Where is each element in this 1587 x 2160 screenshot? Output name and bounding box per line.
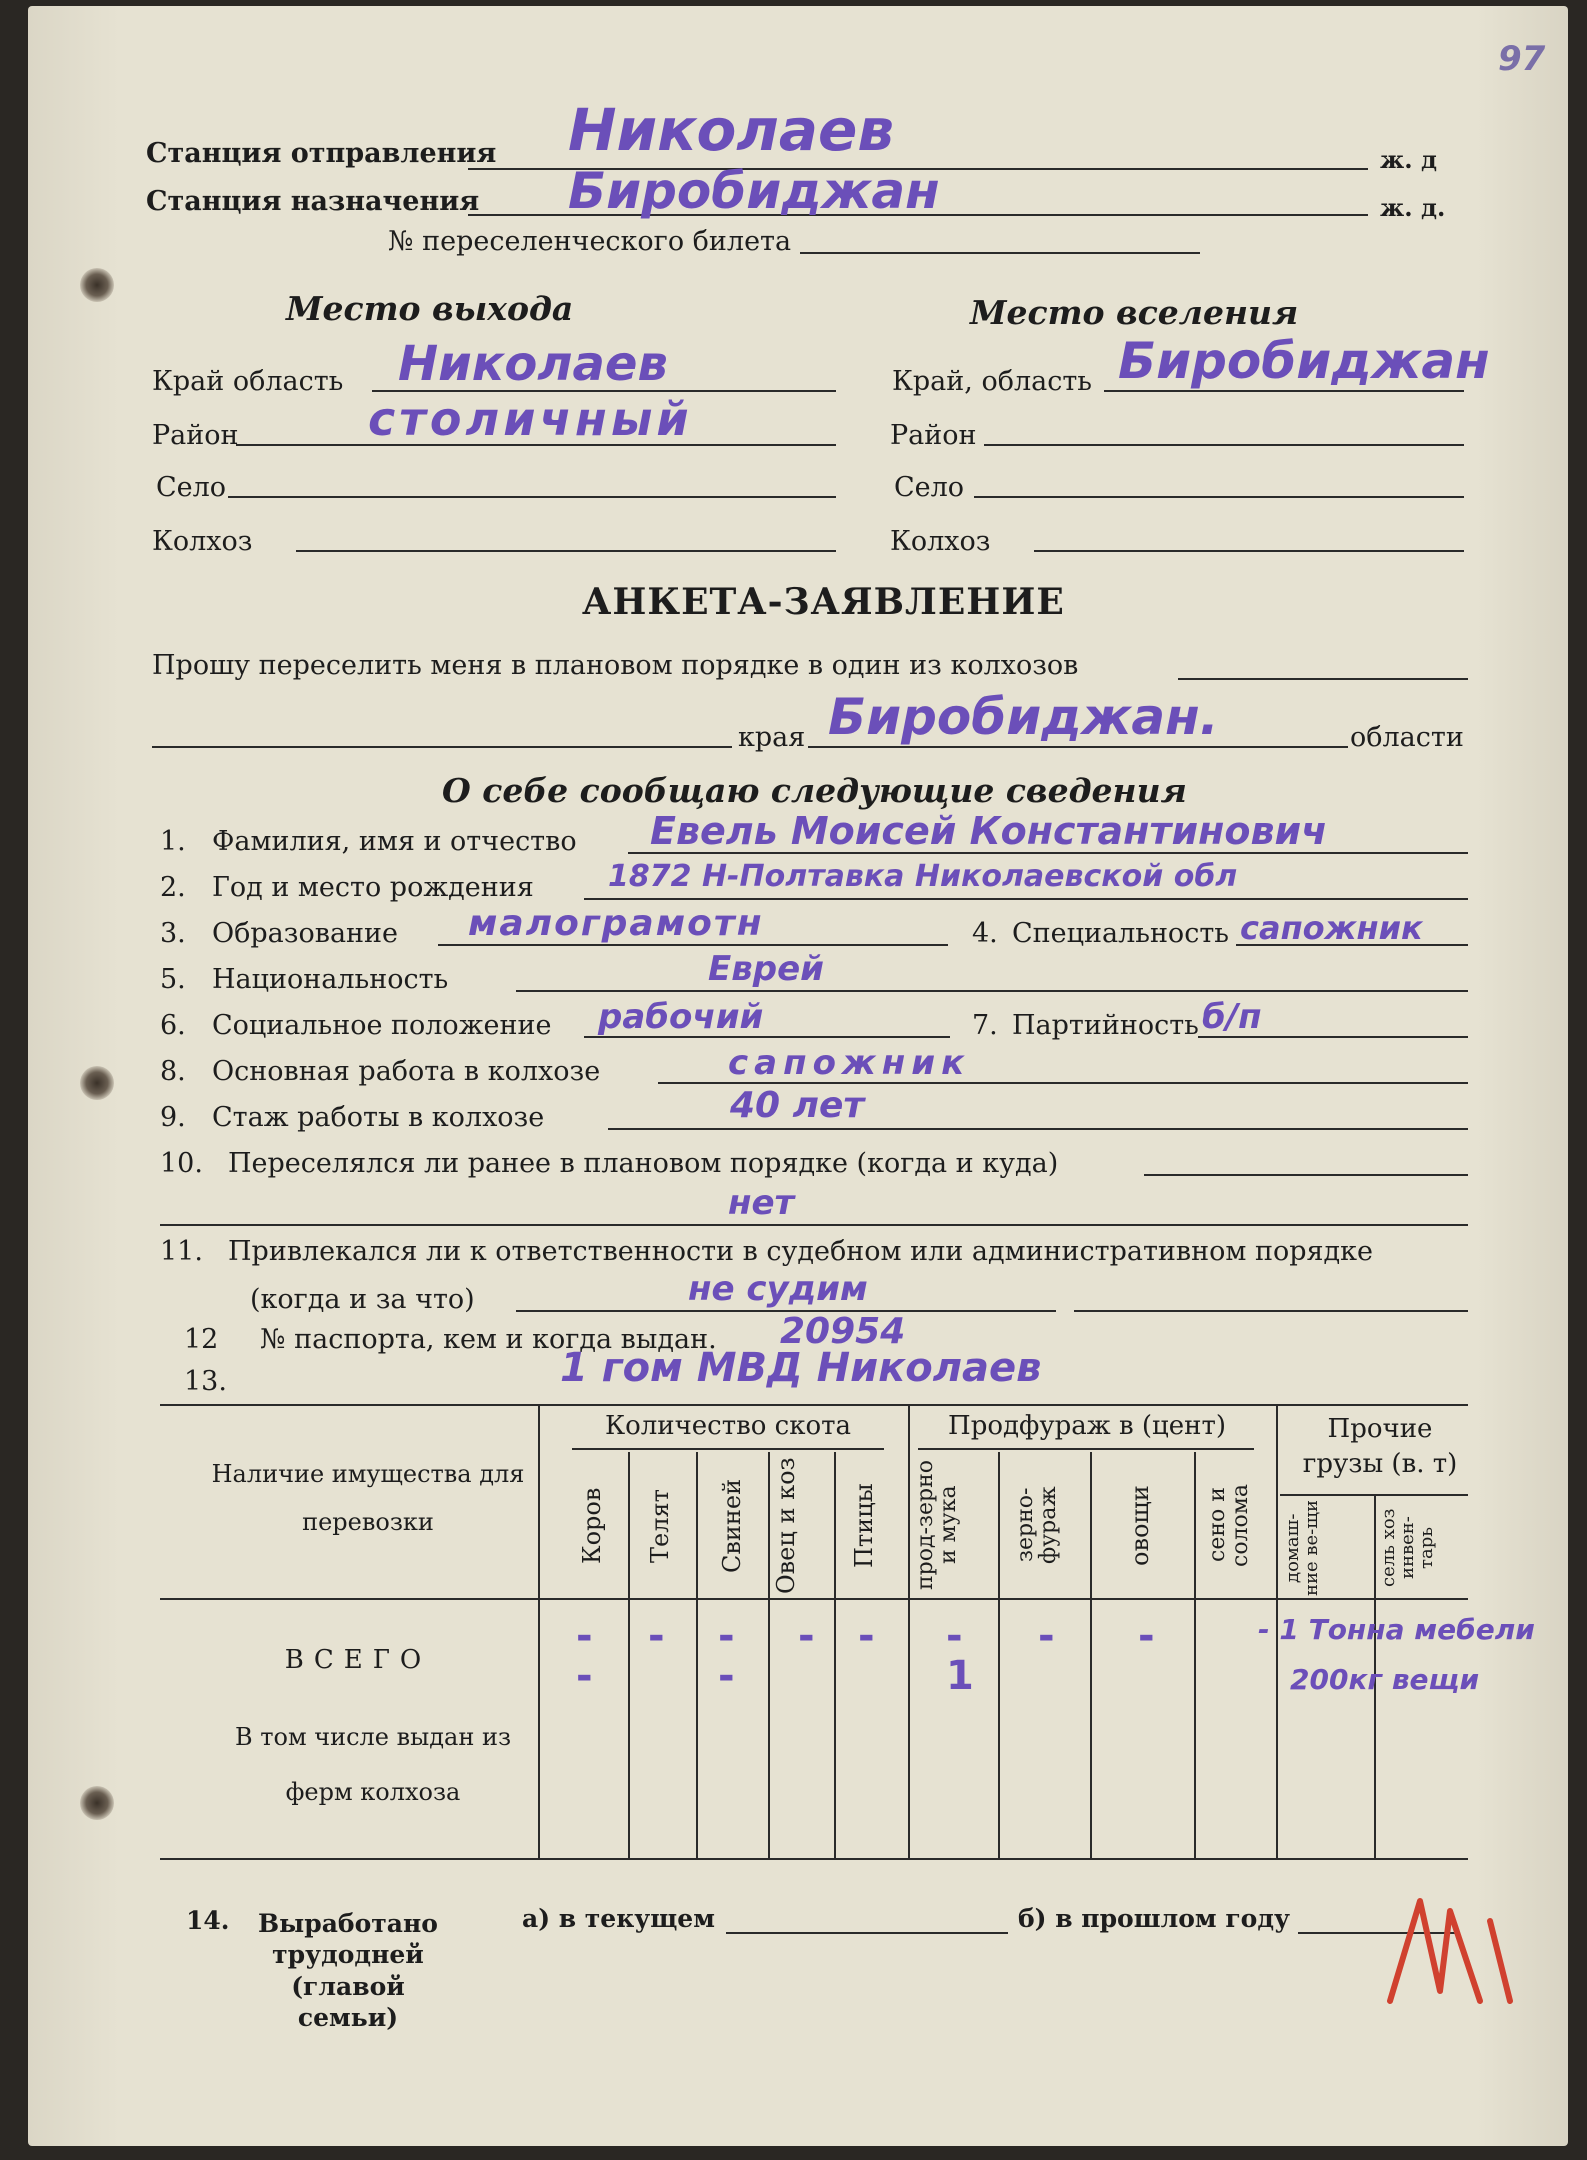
table-divider	[538, 1404, 540, 1858]
cell-dash: - -	[718, 1613, 735, 1699]
item-5-line	[516, 990, 1468, 992]
item-9-label: Стаж работы в колхозе	[212, 1102, 545, 1133]
cell-dash: -	[648, 1613, 665, 1659]
item-6-value: рабочий	[598, 997, 764, 1037]
destination-label: Станция назначения	[146, 186, 480, 217]
table-livestock-rule	[572, 1448, 884, 1450]
table-divider	[998, 1452, 1000, 1858]
item-2-line	[584, 898, 1468, 900]
item-7-num: 7.	[972, 1010, 998, 1041]
table-col-cows: Коров	[578, 1487, 606, 1565]
item-12-num: 12	[184, 1324, 219, 1355]
table-divider	[1194, 1452, 1196, 1858]
table-group-livestock: Количество скота	[604, 1411, 852, 1441]
departure-value: Николаев	[568, 96, 895, 164]
item-4-value: сапожник	[1240, 909, 1423, 947]
item-1-num: 1.	[160, 826, 186, 857]
origin-district-label: Район	[152, 420, 239, 451]
cell-dash: -	[798, 1613, 815, 1659]
table-divider	[768, 1452, 770, 1858]
ticket-line	[800, 252, 1200, 254]
item-5-value: Еврей	[708, 949, 824, 989]
red-pencil-mark	[1380, 1891, 1530, 2011]
item-13-num: 13.	[184, 1366, 227, 1397]
table-divider	[908, 1404, 910, 1858]
settlement-district-label: Район	[890, 420, 977, 451]
item-10-label: Переселялся ли ранее в плановом порядке (когда и куда)	[228, 1148, 1059, 1179]
item-7-label: Партийность	[1012, 1010, 1199, 1041]
item-12-value: 20954	[780, 1311, 906, 1352]
table-col-sheep: Овец и коз	[772, 1457, 800, 1595]
footer-label: Выработано трудодней (главой семьи)	[258, 1909, 438, 2032]
ticket-label: № переселенческого билета	[388, 226, 792, 257]
table-divider	[628, 1452, 630, 1858]
punch-hole-middle	[80, 1066, 114, 1100]
origin-district-value: столичный	[368, 392, 693, 446]
table-other-value-2: 200кг вещи	[1290, 1663, 1480, 1696]
request-oblast-label: области	[1350, 722, 1464, 753]
request-krai-line	[152, 746, 732, 748]
origin-kolkhoz-label: Колхоз	[152, 526, 253, 557]
origin-village-line	[228, 496, 836, 498]
footer-previous-label: б) в прошлом году	[1018, 1904, 1290, 1933]
table-bottom-rule	[160, 1858, 1468, 1860]
item-6-label: Социальное положение	[212, 1010, 552, 1041]
table-fodder-rule	[918, 1448, 1254, 1450]
settlement-region-label: Край, область	[892, 366, 1092, 397]
item-13-value: 1 гом МВД Николаев	[560, 1345, 1042, 1391]
item-10-line-1	[1144, 1174, 1468, 1176]
request-line-1	[1178, 678, 1468, 680]
table-group-other: Прочие грузы (в. т)	[1302, 1414, 1458, 1480]
origin-kolkhoz-line	[296, 550, 836, 552]
table-col-grain: прод-зерно и мука	[913, 1460, 962, 1590]
table-col-pigs: Свиней	[718, 1478, 746, 1574]
settlement-village-label: Село	[894, 472, 965, 503]
item-11-value: не судим	[688, 1269, 868, 1309]
item-3-label: Образование	[212, 918, 399, 949]
item-2-value: 1872 Н-Полтавка Николаевской обл	[608, 859, 1238, 894]
item-7-value: б/п	[1202, 997, 1262, 1037]
document-sheet	[28, 6, 1568, 2146]
destination-value: Биробиджан	[568, 162, 940, 220]
item-11-num: 11.	[160, 1236, 203, 1267]
item-9-value: 40 лет	[730, 1085, 865, 1126]
table-divider	[696, 1452, 698, 1858]
cell-dash: -	[1138, 1613, 1155, 1659]
destination-suffix: ж. д.	[1380, 193, 1446, 222]
item-3-line	[438, 944, 948, 946]
request-oblast-line	[808, 746, 1348, 748]
form-title: АНКЕТА-ЗАЯВЛЕНИЕ	[582, 581, 1065, 623]
item-2-num: 2.	[160, 872, 186, 903]
settlement-region-value: Биробиджан	[1118, 332, 1490, 390]
table-col-vegetables: овощи	[1126, 1485, 1154, 1567]
item-10-value: нет	[728, 1183, 795, 1223]
settlement-heading: Место вселения	[970, 293, 1299, 332]
origin-region-label: Край область	[152, 366, 344, 397]
punch-hole-top	[80, 268, 114, 302]
item-9-num: 9.	[160, 1102, 186, 1133]
settlement-village-line	[974, 496, 1464, 498]
table-header-rule	[160, 1598, 1468, 1600]
item-5-num: 5.	[160, 964, 186, 995]
item-10-num: 10.	[160, 1148, 203, 1179]
item-11-line-2	[1074, 1310, 1468, 1312]
departure-suffix: ж. д	[1380, 145, 1437, 174]
origin-heading: Место выхода	[286, 289, 574, 328]
table-col-household: домаш-ние ве-щи	[1282, 1500, 1322, 1596]
footer-current-line	[726, 1932, 1008, 1934]
item-11-label-2: (когда и за что)	[250, 1284, 475, 1315]
footer-num: 14.	[186, 1906, 230, 1935]
table-col-poultry: Птицы	[850, 1483, 878, 1569]
table-col-fodder: зерно-фураж	[1013, 1486, 1062, 1564]
cell-dash: -	[858, 1613, 875, 1659]
item-4-num: 4.	[972, 918, 998, 949]
item-3-num: 3.	[160, 918, 186, 949]
table-col-calves: Телят	[646, 1489, 674, 1563]
origin-region-value: Николаев	[398, 336, 668, 392]
settlement-region-line	[1104, 390, 1464, 392]
table-group-fodder: Продфураж в (цент)	[948, 1411, 1226, 1441]
request-krai-value: Биробиджан.	[828, 688, 1219, 746]
settlement-district-line	[984, 444, 1464, 446]
page-number: 97	[1498, 39, 1546, 79]
settlement-kolkhoz-line	[1034, 550, 1464, 552]
request-text: Прошу переселить меня в плановом порядке в один из колхозов	[152, 650, 1079, 681]
item-11-label: Привлекался ли к ответственности в судебном или административном порядке	[228, 1236, 1374, 1267]
item-9-line	[608, 1128, 1468, 1130]
item-5-label: Национальность	[212, 964, 449, 995]
table-top-rule	[160, 1404, 1468, 1406]
item-8-num: 8.	[160, 1056, 186, 1087]
departure-label: Станция отправления	[146, 138, 497, 169]
table-total-label: ВСЕГО	[284, 1645, 432, 1675]
origin-village-label: Село	[156, 472, 227, 503]
punch-hole-bottom	[80, 1786, 114, 1820]
table-col-hay: сено и солома	[1205, 1483, 1254, 1567]
item-2-label: Год и место рождения	[212, 872, 534, 903]
table-row-header: Наличие имущества для перевозки	[211, 1460, 525, 1536]
table-subtotal-label: В том числе выдан из ферм колхоза	[234, 1723, 512, 1807]
cell-dash: -	[1038, 1613, 1055, 1659]
item-10-line-2	[160, 1224, 1468, 1226]
item-8-value: сапожник	[728, 1043, 971, 1083]
info-heading: О себе сообщаю следующие сведения	[442, 771, 1187, 810]
table-divider	[1090, 1452, 1092, 1858]
cell-dash: - 1	[946, 1613, 974, 1699]
request-krai-label: края	[738, 722, 806, 753]
cell-dash: - -	[576, 1613, 593, 1699]
item-6-num: 6.	[160, 1010, 186, 1041]
item-3-value: малограмотн	[468, 903, 764, 944]
table-other-value-1: - 1 Тонна мебели	[1258, 1613, 1535, 1646]
item-12-label: № паспорта, кем и когда выдан.	[260, 1324, 717, 1355]
table-col-inventory: сель хоз инвен-тарь	[1378, 1508, 1437, 1588]
table-divider	[834, 1452, 836, 1858]
item-8-label: Основная работа в колхозе	[212, 1056, 601, 1087]
item-4-label: Специальность	[1012, 918, 1229, 949]
item-1-label: Фамилия, имя и отчество	[212, 826, 577, 857]
footer-current-label: а) в текущем	[522, 1904, 715, 1933]
settlement-kolkhoz-label: Колхоз	[890, 526, 991, 557]
item-1-value: Евель Моисей Константинович	[650, 809, 1328, 853]
